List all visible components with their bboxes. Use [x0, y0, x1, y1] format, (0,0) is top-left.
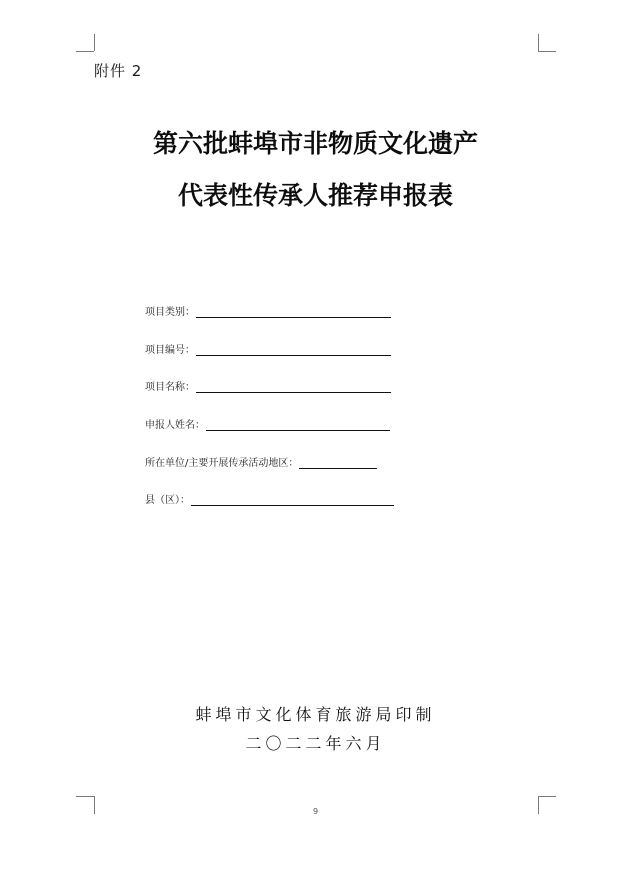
field-label: 所在单位/主要开展传承活动地区： [145, 458, 299, 469]
field-label: 申报人姓名： [145, 420, 205, 431]
title-line-2: 代表性传承人推荐申报表 [177, 181, 453, 210]
field-label: 项目编号： [145, 345, 195, 356]
blank-line[interactable] [196, 392, 391, 393]
page-number: 9 [312, 807, 319, 816]
blank-line[interactable] [206, 430, 390, 431]
field-label: 项目名称： [145, 382, 195, 393]
attachment-label: 附件 2 [94, 62, 143, 80]
project-number-field [145, 336, 391, 356]
publisher-line: 蚌埠市文化体育旅游局印制 [195, 705, 436, 724]
unit-region-field [145, 449, 377, 469]
title-line-1: 第六批蚌埠市非物质文化遗产 [152, 129, 478, 158]
field-label: 项目类别： [145, 307, 195, 318]
project-category-field [145, 298, 391, 318]
applicant-name-field [145, 411, 390, 431]
county-district-field [145, 486, 394, 506]
project-name-field [145, 373, 391, 393]
blank-line[interactable] [299, 468, 377, 469]
blank-line[interactable] [191, 505, 394, 506]
blank-line[interactable] [196, 355, 391, 356]
blank-line[interactable] [196, 317, 391, 318]
field-label: 县（区）： [145, 495, 190, 506]
date-line: 二〇二二年六月 [245, 734, 386, 753]
